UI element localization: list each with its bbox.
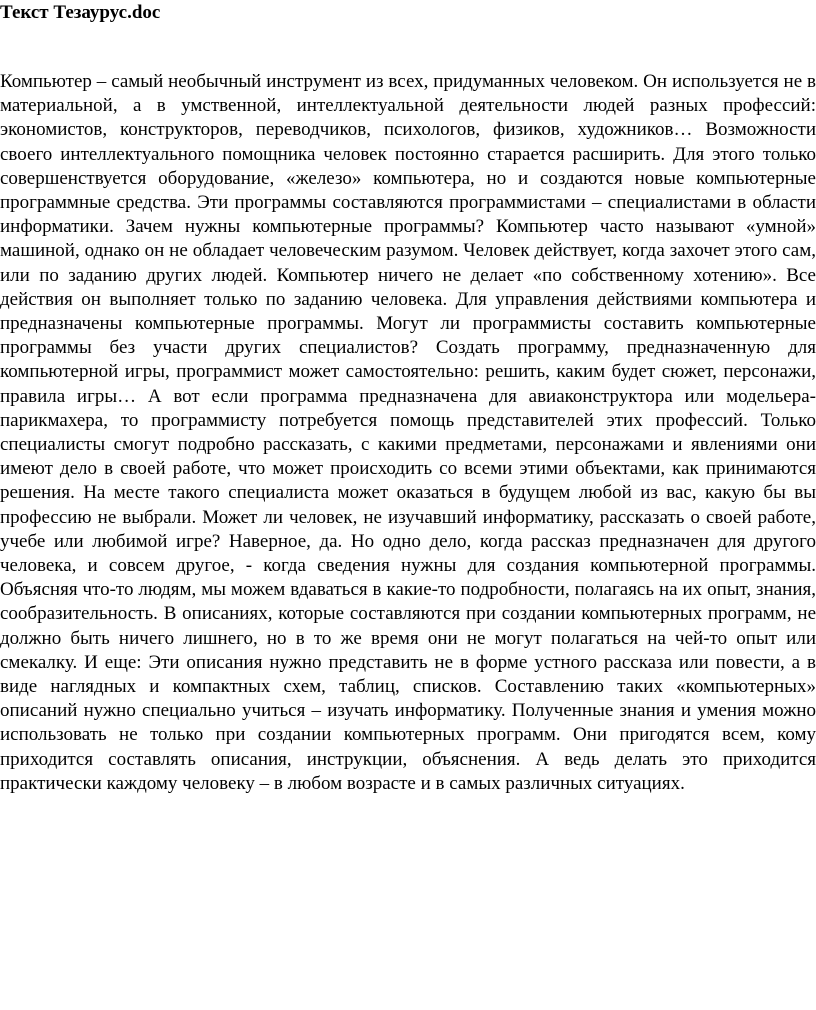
document-title: Текст Тезаурус.doc bbox=[0, 2, 161, 23]
document-body-paragraph: Компьютер – самый необычный инструмент из всех, придуманных человеком. Он используется не в материальной, а в умственной, интеллектуальной деятельности людей разных профессий: экономистов, конструкторов, переводчиков, психологов, физиков, художников… Возможности своего интеллектуального помощника человек постоянно старается расширить. Для этого только совершенствуется оборудование, «железо» компьютера, но и создаются новые компьютерные программные средства. Эти программы составляются программистами – специалистами в области информатики. Зачем нужны компьютерные программы? Компьютер часто называют «умной» машиной, однако он не обладает человеческим разумом. Человек действует, когда захочет этого сам, или по заданию других людей. Компьютер ничего не делает «по собственному хотению». Все действия он выполняет только по заданию человека. Для управления действиями компьютера и предназначены компьютерные программы. Могут ли программисты составить компьютерные программы без участи других специалистов? Создать программу, предназначенную для компьютерной игры, программист может самостоятельно: решить, каким будет сюжет, персонажи, правила игры… А вот если программа предназначена для авиаконструктора или модельера-парикмахера, то программисту потребуется помощь представителей этих профессий. Только специалисты смогут подробно рассказать, с какими предметами, персонажами и явлениями они имеют дело в своей работе, что может происходить со всеми этими объектами, как принимаются решения. На месте такого специалиста может оказаться в будущем любой из вас, какую бы вы профессию не выбрали. Может ли человек, не изучавший информатику, рассказать о своей работе, учебе или любимой игре? Наверное, да. Но одно дело, когда рассказ предназначен для другого человека, и совсем другое, - когда сведения нужны для создания компьютерной программы. Объясняя что-то людям, мы можем вдаваться в какие-то подробности, полагаясь на их опыт, знания, сообразительность. В описаниях, которые составляются при создании компьютерных программ, не должно быть ничего лишнего, но в то же время они не могут полагаться на чей-то опыт или смекалку. И еще: Эти описания нужно представить не в форме устного рассказа или повести, а в виде наглядных и компактных схем, таблиц, списков. Составлению таких «компьютерных» описаний нужно специально учиться – изучать информатику. Полученные знания и умения можно использовать не только при создании компьютерных программ. Они пригодятся всем, кому приходится составлять описания, инструкции, объяснения. А ведь делать это приходится практически каждому человеку – в любом возрасте и в самых различных ситуациях. bbox=[0, 71, 816, 794]
